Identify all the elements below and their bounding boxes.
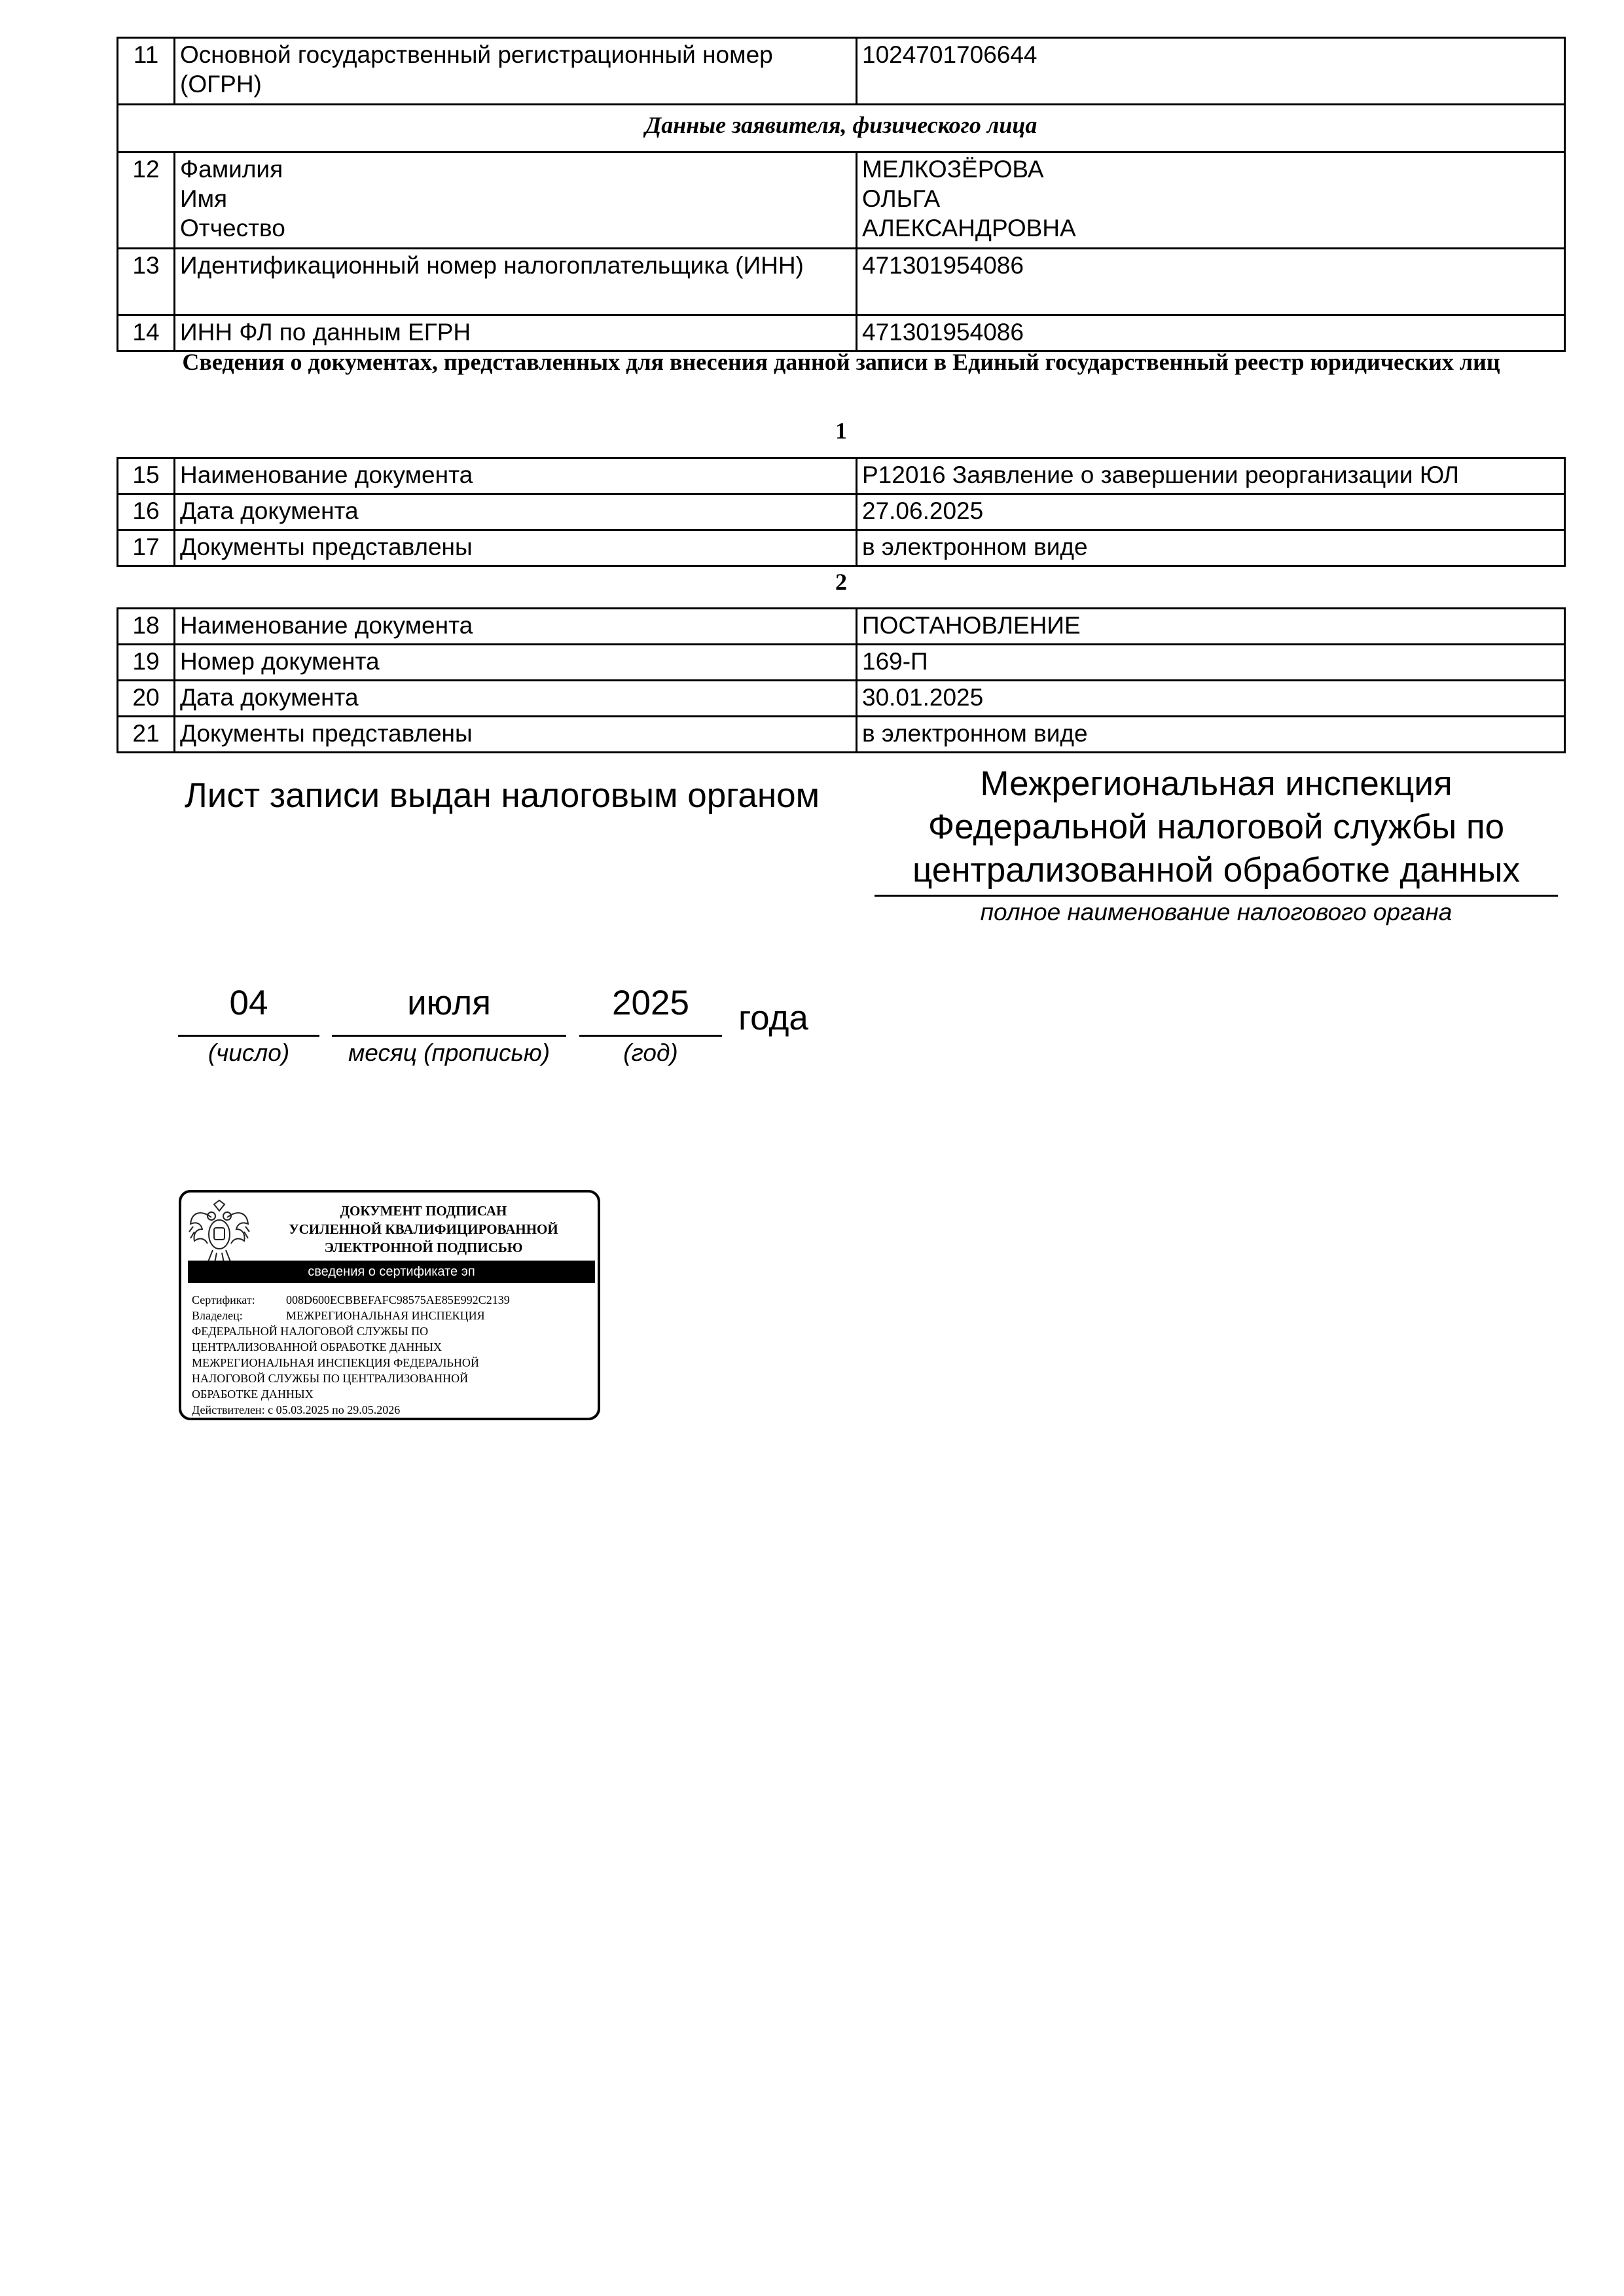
documents-heading: Сведения о документах, представленных для внесения данной записи в Единый государственный реестр юридических лиц bbox=[182, 349, 1500, 375]
owner-line: ЦЕНТРАЛИЗОВАННОЙ ОБРАБОТКЕ ДАННЫХ bbox=[192, 1340, 442, 1354]
document-group-marker: 1 bbox=[835, 418, 847, 444]
row-value: 471301954086 bbox=[857, 315, 1565, 351]
row-label: Идентификационный номер налогоплательщика (ИНН) bbox=[175, 249, 857, 315]
row-label: Документы представлены bbox=[175, 717, 857, 753]
first-name-label: Имя bbox=[180, 185, 228, 212]
certificate-row bbox=[192, 1292, 591, 1308]
electronic-signature-stamp bbox=[179, 1190, 600, 1420]
row-number: 14 bbox=[118, 315, 175, 351]
document-table-2 bbox=[117, 607, 1566, 753]
date-day-underline bbox=[178, 1035, 319, 1037]
owner-row bbox=[192, 1308, 591, 1323]
row-number: 18 bbox=[118, 609, 175, 645]
date-month-underline bbox=[332, 1035, 566, 1037]
table-row bbox=[118, 152, 1565, 249]
table-row bbox=[118, 609, 1565, 645]
tax-authority-name bbox=[875, 762, 1558, 892]
patronymic-label: Отчество bbox=[180, 215, 285, 242]
authority-line: централизованной обработке данных bbox=[912, 851, 1521, 889]
stamp-title bbox=[253, 1202, 594, 1257]
applicant-table bbox=[117, 37, 1566, 352]
stamp-title-line: УСИЛЕННОЙ КВАЛИФИЦИРОВАННОЙ bbox=[289, 1221, 558, 1237]
row-value: в электронном виде bbox=[857, 530, 1565, 566]
document-group-marker: 2 bbox=[835, 569, 847, 595]
row-label: Основной государственный регистрационный номер (ОГРН) bbox=[175, 38, 857, 105]
first-name-value: ОЛЬГА bbox=[862, 185, 941, 212]
row-number: 11 bbox=[118, 38, 175, 105]
stamp-title-line: ДОКУМЕНТ ПОДПИСАН bbox=[340, 1203, 507, 1219]
date-day: 04 bbox=[229, 984, 268, 1022]
surname-label: Фамилия bbox=[180, 156, 283, 183]
row-value: 471301954086 bbox=[857, 249, 1565, 315]
certificate-info-bar: сведения о сертификате эп bbox=[188, 1261, 595, 1283]
row-value bbox=[857, 152, 1565, 249]
owner-label: Владелец: bbox=[192, 1309, 243, 1322]
table-row bbox=[118, 494, 1565, 530]
owner-line: НАЛОГОВОЙ СЛУЖБЫ ПО ЦЕНТРАЛИЗОВАННОЙ bbox=[192, 1372, 469, 1385]
authority-line: Федеральной налоговой службы по bbox=[928, 808, 1505, 846]
validity-value: с 05.03.2025 по 29.05.2026 bbox=[268, 1403, 401, 1416]
table-row bbox=[118, 681, 1565, 717]
patronymic-value: АЛЕКСАНДРОВНА bbox=[862, 215, 1076, 242]
row-value: в электронном виде bbox=[857, 717, 1565, 753]
certificate-details bbox=[192, 1292, 591, 1418]
row-value: 169-П bbox=[857, 645, 1565, 681]
row-number: 13 bbox=[118, 249, 175, 315]
owner-first-line: МЕЖРЕГИОНАЛЬНАЯ ИНСПЕКЦИЯ bbox=[286, 1309, 485, 1322]
owner-line: ФЕДЕРАЛЬНОЙ НАЛОГОВОЙ СЛУЖБЫ ПО bbox=[192, 1325, 429, 1338]
table-row bbox=[118, 458, 1565, 494]
owner-line: МЕЖРЕГИОНАЛЬНАЯ ИНСПЕКЦИЯ ФЕДЕРАЛЬНОЙ bbox=[192, 1356, 479, 1369]
row-label: ИНН ФЛ по данным ЕГРН bbox=[175, 315, 857, 351]
row-number: 16 bbox=[118, 494, 175, 530]
authority-line: Межрегиональная инспекция bbox=[980, 764, 1453, 803]
table-row bbox=[118, 38, 1565, 105]
validity-row bbox=[192, 1402, 591, 1418]
owner-line: ОБРАБОТКЕ ДАННЫХ bbox=[192, 1388, 314, 1401]
row-label: Дата документа bbox=[175, 681, 857, 717]
date-year: 2025 bbox=[612, 984, 689, 1022]
row-value: 27.06.2025 bbox=[857, 494, 1565, 530]
certificate-label: Сертификат: bbox=[192, 1293, 255, 1306]
section-title: Данные заявителя, физического лица bbox=[118, 105, 1565, 152]
row-label: Документы представлены bbox=[175, 530, 857, 566]
surname-value: МЕЛКОЗЁРОВА bbox=[862, 156, 1044, 183]
row-number: 19 bbox=[118, 645, 175, 681]
date-month-caption: месяц (прописью) bbox=[348, 1039, 550, 1066]
validity-label: Действителен: bbox=[192, 1403, 265, 1416]
row-number: 15 bbox=[118, 458, 175, 494]
table-row bbox=[118, 645, 1565, 681]
row-label: Дата документа bbox=[175, 494, 857, 530]
row-value: Р12016 Заявление о завершении реорганизации ЮЛ bbox=[857, 458, 1565, 494]
authority-underline bbox=[875, 895, 1558, 897]
table-row bbox=[118, 249, 1565, 315]
document-table-1 bbox=[117, 457, 1566, 567]
table-row bbox=[118, 315, 1565, 351]
section-row bbox=[118, 105, 1565, 152]
certificate-value: 008D600ECBBEFAFC98575AE85E992C2139 bbox=[286, 1293, 510, 1306]
stamp-title-line: ЭЛЕКТРОННОЙ ПОДПИСЬЮ bbox=[324, 1240, 523, 1255]
row-label bbox=[175, 152, 857, 249]
date-year-underline bbox=[579, 1035, 722, 1037]
table-row bbox=[118, 717, 1565, 753]
row-label: Номер документа bbox=[175, 645, 857, 681]
date-day-caption: (число) bbox=[208, 1039, 290, 1066]
row-number: 21 bbox=[118, 717, 175, 753]
row-label: Наименование документа bbox=[175, 458, 857, 494]
row-value: 30.01.2025 bbox=[857, 681, 1565, 717]
russian-coat-of-arms-icon bbox=[188, 1198, 251, 1270]
row-label: Наименование документа bbox=[175, 609, 857, 645]
issued-by-text: Лист записи выдан налоговым органом bbox=[185, 776, 820, 815]
row-number: 12 bbox=[118, 152, 175, 249]
date-month: июля bbox=[407, 984, 491, 1022]
row-value: ПОСТАНОВЛЕНИЕ bbox=[857, 609, 1565, 645]
date-suffix: года bbox=[738, 999, 808, 1037]
row-number: 20 bbox=[118, 681, 175, 717]
authority-caption: полное наименование налогового органа bbox=[980, 899, 1453, 925]
row-value: 1024701706644 bbox=[857, 38, 1565, 105]
table-row bbox=[118, 530, 1565, 566]
row-number: 17 bbox=[118, 530, 175, 566]
date-year-caption: (год) bbox=[623, 1039, 678, 1066]
